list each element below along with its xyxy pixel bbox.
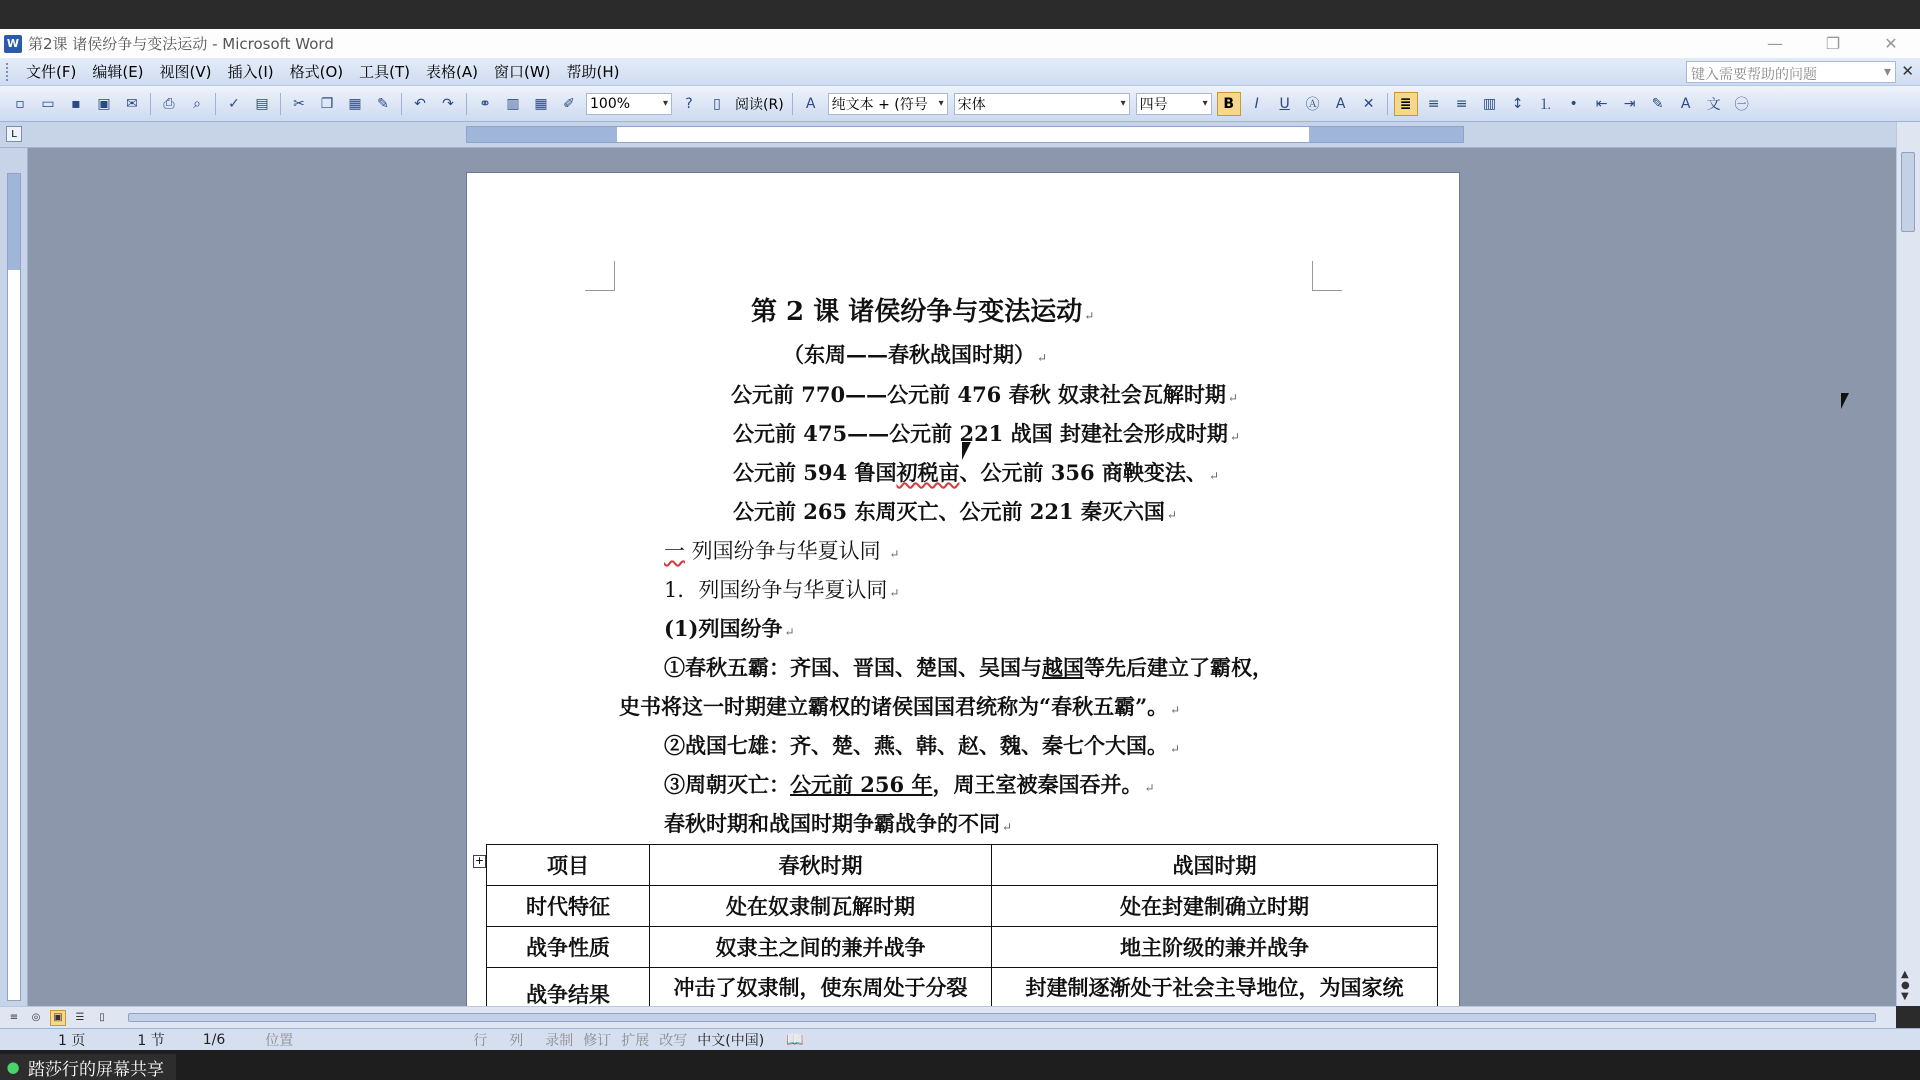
horizontal-scrollbar[interactable] bbox=[0, 1006, 1896, 1028]
font-dropdown-icon[interactable]: ▾ bbox=[1120, 98, 1126, 109]
phonetic-guide-icon[interactable]: 文 bbox=[1706, 96, 1721, 113]
close-button[interactable]: ✕ bbox=[1884, 34, 1898, 53]
timeline-line-2[interactable]: 公元前 475——公元前 221 战国 封建社会形成时期 ↵ bbox=[733, 421, 1240, 446]
horizontal-ruler[interactable] bbox=[0, 122, 1920, 148]
screen-top-band bbox=[0, 0, 1920, 29]
status-position: 位置 bbox=[265, 1032, 294, 1049]
highlight-icon[interactable]: ✎ bbox=[1651, 95, 1664, 112]
screen-share-text: 踏莎行的屏幕共享 bbox=[28, 1059, 164, 1080]
align-right-icon[interactable]: ≡ bbox=[1455, 95, 1468, 112]
word-app-icon[interactable]: W bbox=[4, 35, 22, 53]
timeline-line-3[interactable]: 公元前 594 鲁国初税亩、公元前 356 商鞅变法、 ↵ bbox=[733, 460, 1219, 485]
hyperlink-icon[interactable]: ⚭ bbox=[479, 95, 491, 112]
line-spacing-icon[interactable]: ↕ bbox=[1511, 95, 1524, 112]
menu-insert[interactable]: 插入(I) bbox=[227, 63, 274, 81]
new-document-icon[interactable]: ▫ bbox=[15, 95, 25, 112]
print-preview-icon[interactable]: ⌕ bbox=[193, 95, 201, 112]
document-close-button[interactable]: ✕ bbox=[1901, 62, 1914, 80]
browse-buttons bbox=[1901, 969, 1910, 1002]
numbering-icon[interactable]: ⒈ bbox=[1538, 96, 1553, 113]
outline-view-icon[interactable]: ☰ bbox=[75, 1012, 85, 1023]
status-page: 1 页 bbox=[58, 1032, 86, 1049]
list-item-1[interactable]: ①春秋五霸：齐国、晋国、楚国、吴国与越国等先后建立了霸权， bbox=[664, 655, 1273, 680]
help-icon[interactable]: ? bbox=[685, 95, 693, 112]
zoom-select[interactable] bbox=[586, 93, 672, 115]
status-language[interactable]: 中文(中国) bbox=[697, 1032, 765, 1049]
left-margin-area bbox=[467, 127, 617, 142]
enclose-characters-icon[interactable]: ㊀ bbox=[1734, 96, 1749, 113]
style-dropdown-icon[interactable]: ▾ bbox=[938, 98, 944, 109]
format-painter-icon[interactable]: ✎ bbox=[377, 95, 389, 112]
increase-indent-icon[interactable]: ⇥ bbox=[1623, 95, 1636, 112]
font-value: 宋体 bbox=[957, 96, 986, 113]
next-page-icon[interactable]: ▼ bbox=[1901, 991, 1909, 1002]
status-section: 1 节 bbox=[137, 1032, 165, 1049]
subheading-1[interactable]: 1．列国纷争与华夏认同 ↵ bbox=[664, 578, 900, 602]
distributed-align-icon[interactable]: ▥ bbox=[1483, 95, 1497, 112]
undo-icon[interactable]: ↶ bbox=[414, 95, 426, 112]
styles-pane-icon[interactable]: A bbox=[805, 95, 816, 112]
menu-edit[interactable]: 编辑(E) bbox=[92, 63, 144, 81]
status-line: 行 bbox=[473, 1032, 488, 1049]
status-track-changes[interactable]: 修订 bbox=[583, 1032, 612, 1049]
top-right-margin-mark bbox=[1312, 261, 1342, 291]
timeline-line-4[interactable]: 公元前 265 东周灭亡、公元前 221 秦灭六国 ↵ bbox=[733, 499, 1177, 524]
list-item-2[interactable]: ②战国七雄：齐、楚、燕、韩、赵、魏、秦七个大国。 ↵ bbox=[664, 733, 1181, 758]
character-border-icon[interactable]: Ⓐ bbox=[1305, 96, 1320, 113]
underline-button[interactable]: U bbox=[1279, 95, 1290, 112]
spelling-icon[interactable]: ✓ bbox=[228, 95, 240, 112]
email-icon[interactable]: ✉ bbox=[126, 95, 138, 112]
table-cell[interactable]: 封建制逐渐处于社会主导地位，为国家统 bbox=[992, 968, 1438, 1007]
table-move-handle-icon[interactable]: + bbox=[474, 854, 485, 867]
menu-window[interactable]: 窗口(W) bbox=[494, 63, 551, 81]
bold-button[interactable]: B bbox=[1217, 92, 1241, 116]
table-cell[interactable]: 奴隶主之间的兼并战争 bbox=[650, 927, 992, 968]
reading-view-icon[interactable]: ▯ bbox=[99, 1012, 105, 1023]
font-size-dropdown-icon[interactable]: ▾ bbox=[1202, 98, 1208, 109]
research-icon[interactable]: ▤ bbox=[255, 95, 269, 112]
copy-icon[interactable]: ❐ bbox=[320, 95, 334, 112]
style-value: 纯文本 + (符号 bbox=[831, 96, 928, 113]
redo-icon[interactable]: ↷ bbox=[442, 95, 454, 112]
zoom-value: 100% bbox=[590, 95, 631, 112]
normal-view-icon[interactable]: ≡ bbox=[9, 1012, 19, 1023]
document-subtitle[interactable]: （东周——春秋战国时期） ↵ bbox=[783, 342, 1048, 367]
menu-table[interactable]: 表格(A) bbox=[426, 63, 478, 81]
table-header-cell[interactable]: 项目 bbox=[487, 845, 650, 886]
font-color-icon[interactable]: A bbox=[1680, 95, 1691, 112]
style-select[interactable] bbox=[828, 93, 948, 115]
document-workspace bbox=[28, 148, 1896, 1006]
permission-icon[interactable]: ▣ bbox=[97, 95, 111, 112]
help-search-input[interactable] bbox=[1686, 61, 1896, 83]
print-layout-view-icon[interactable]: ▣ bbox=[50, 1010, 66, 1026]
insert-table-icon[interactable]: ▦ bbox=[534, 95, 548, 112]
menu-file[interactable]: 文件(F) bbox=[26, 63, 77, 81]
minimize-button[interactable]: — bbox=[1767, 34, 1783, 53]
horizontal-ruler-scale[interactable] bbox=[466, 126, 1464, 143]
menu-format[interactable]: 格式(O) bbox=[289, 63, 344, 81]
decrease-indent-icon[interactable]: ⇤ bbox=[1595, 95, 1608, 112]
menu-tools[interactable]: 工具(T) bbox=[359, 63, 411, 81]
mouse-cursor-icon bbox=[962, 442, 980, 460]
help-dropdown-icon[interactable]: ▾ bbox=[1883, 64, 1891, 80]
table-row bbox=[487, 968, 1438, 1007]
open-folder-icon[interactable]: ▭ bbox=[41, 95, 55, 112]
table-cell[interactable]: 战争性质 bbox=[487, 927, 650, 968]
table-header-cell[interactable]: 春秋时期 bbox=[650, 845, 992, 886]
spelling-status-icon[interactable]: 📖 bbox=[786, 1031, 804, 1048]
microphone-icon: ● bbox=[6, 1058, 20, 1076]
drawing-icon[interactable]: ✐ bbox=[563, 95, 575, 112]
align-center-icon[interactable]: ≡ bbox=[1427, 95, 1440, 112]
tables-borders-icon[interactable]: ▥ bbox=[506, 95, 520, 112]
right-margin-area bbox=[1309, 127, 1463, 142]
table-cell[interactable]: 冲击了奴隶制，使东周处于分裂 bbox=[650, 968, 992, 1007]
web-view-icon[interactable]: ◎ bbox=[31, 1012, 41, 1023]
list-item-1-continued[interactable]: 史书将这一时期建立霸权的诸侯国国君统称为“春秋五霸”。 ↵ bbox=[619, 694, 1181, 719]
font-size-select[interactable] bbox=[1136, 93, 1212, 115]
comparison-table[interactable] bbox=[486, 844, 1438, 1006]
print-icon[interactable]: ⎙ bbox=[163, 95, 175, 112]
table-cell[interactable]: 时代特征 bbox=[487, 886, 650, 927]
top-margin-area bbox=[8, 174, 20, 270]
save-icon[interactable]: ▪ bbox=[71, 95, 81, 112]
formatting-toolbar bbox=[0, 86, 1920, 122]
comparison-caption[interactable]: 春秋时期和战国时期争霸战争的不同 ↵ bbox=[664, 811, 1013, 836]
horizontal-scroll-thumb[interactable] bbox=[128, 1013, 1876, 1022]
zoom-dropdown-icon[interactable]: ▾ bbox=[662, 98, 668, 109]
vertical-ruler-scale[interactable] bbox=[7, 173, 21, 1001]
list-item-3[interactable]: ③周朝灭亡：公元前 256 年，周王室被秦国吞并。 ↵ bbox=[664, 772, 1155, 797]
previous-page-icon[interactable]: ▲ bbox=[1901, 969, 1909, 980]
table-row bbox=[487, 927, 1438, 968]
font-size-value: 四号 bbox=[1139, 96, 1168, 113]
mouse-pointer-icon bbox=[1841, 393, 1858, 409]
timeline-line-1[interactable]: 公元前 770——公元前 476 春秋 奴隶社会瓦解时期 ↵ bbox=[731, 382, 1238, 407]
table-cell[interactable]: 处在奴隶制瓦解时期 bbox=[650, 886, 992, 927]
bullets-icon[interactable]: • bbox=[1569, 95, 1578, 112]
document-title[interactable]: 第 2 课 诸侯纷争与变法运动 ↵ bbox=[751, 297, 1095, 327]
table-cell[interactable]: 战争结果 bbox=[487, 968, 650, 1007]
font-select[interactable] bbox=[954, 93, 1130, 115]
status-overtype[interactable]: 改写 bbox=[659, 1032, 688, 1049]
status-bar bbox=[0, 1028, 1920, 1050]
paragraph-mark: ↵ bbox=[1084, 309, 1095, 323]
subheading-1-1[interactable]: (1)列国纷争 ↵ bbox=[664, 616, 795, 641]
screen-share-strip bbox=[0, 1050, 1920, 1080]
top-left-margin-mark bbox=[585, 261, 615, 291]
vertical-scroll-thumb[interactable] bbox=[1901, 152, 1915, 232]
screen-share-label bbox=[0, 1054, 176, 1080]
table-cell[interactable]: 处在封建制确立时期 bbox=[992, 886, 1438, 927]
read-mode-button[interactable]: 阅读(R) bbox=[735, 96, 784, 113]
help-search-placeholder: 键入需要帮助的问题 bbox=[1691, 67, 1817, 83]
status-page-count: 1/6 bbox=[202, 1031, 226, 1048]
status-column: 列 bbox=[509, 1032, 524, 1049]
character-shading-icon[interactable]: A bbox=[1335, 95, 1346, 112]
table-header-cell[interactable]: 战国时期 bbox=[992, 845, 1438, 886]
paste-icon[interactable]: ▦ bbox=[348, 95, 362, 112]
select-browse-object-icon[interactable]: ● bbox=[1901, 980, 1910, 991]
vertical-scrollbar[interactable] bbox=[1896, 122, 1920, 1006]
table-row bbox=[487, 886, 1438, 927]
tab-selector[interactable]: L bbox=[6, 126, 22, 142]
vertical-ruler[interactable] bbox=[0, 148, 28, 1006]
menu-help[interactable]: 帮助(H) bbox=[566, 63, 620, 81]
menu-bar bbox=[0, 58, 1920, 86]
align-justify-icon[interactable]: ≣ bbox=[1394, 92, 1418, 116]
title-bar bbox=[0, 29, 1920, 58]
italic-button[interactable]: I bbox=[1254, 95, 1259, 112]
table-header-row bbox=[487, 845, 1438, 886]
cut-icon[interactable]: ✂ bbox=[293, 95, 305, 112]
window-title: 第2课 诸侯纷争与变法运动 - Microsoft Word bbox=[28, 35, 334, 53]
status-extend[interactable]: 扩展 bbox=[621, 1032, 650, 1049]
section-heading-1[interactable]: 一 列国纷争与华夏认同 ↵ bbox=[664, 539, 900, 563]
status-record[interactable]: 录制 bbox=[545, 1032, 574, 1049]
window-controls bbox=[1746, 29, 1920, 58]
read-mode-icon[interactable]: ▯ bbox=[713, 95, 721, 112]
menu-view[interactable]: 视图(V) bbox=[159, 63, 212, 81]
menubar-grip[interactable] bbox=[6, 63, 10, 81]
restore-button[interactable]: ❐ bbox=[1825, 34, 1841, 53]
table-cell[interactable]: 地主阶级的兼并战争 bbox=[992, 927, 1438, 968]
character-scale-icon[interactable]: ✕ bbox=[1362, 95, 1375, 112]
